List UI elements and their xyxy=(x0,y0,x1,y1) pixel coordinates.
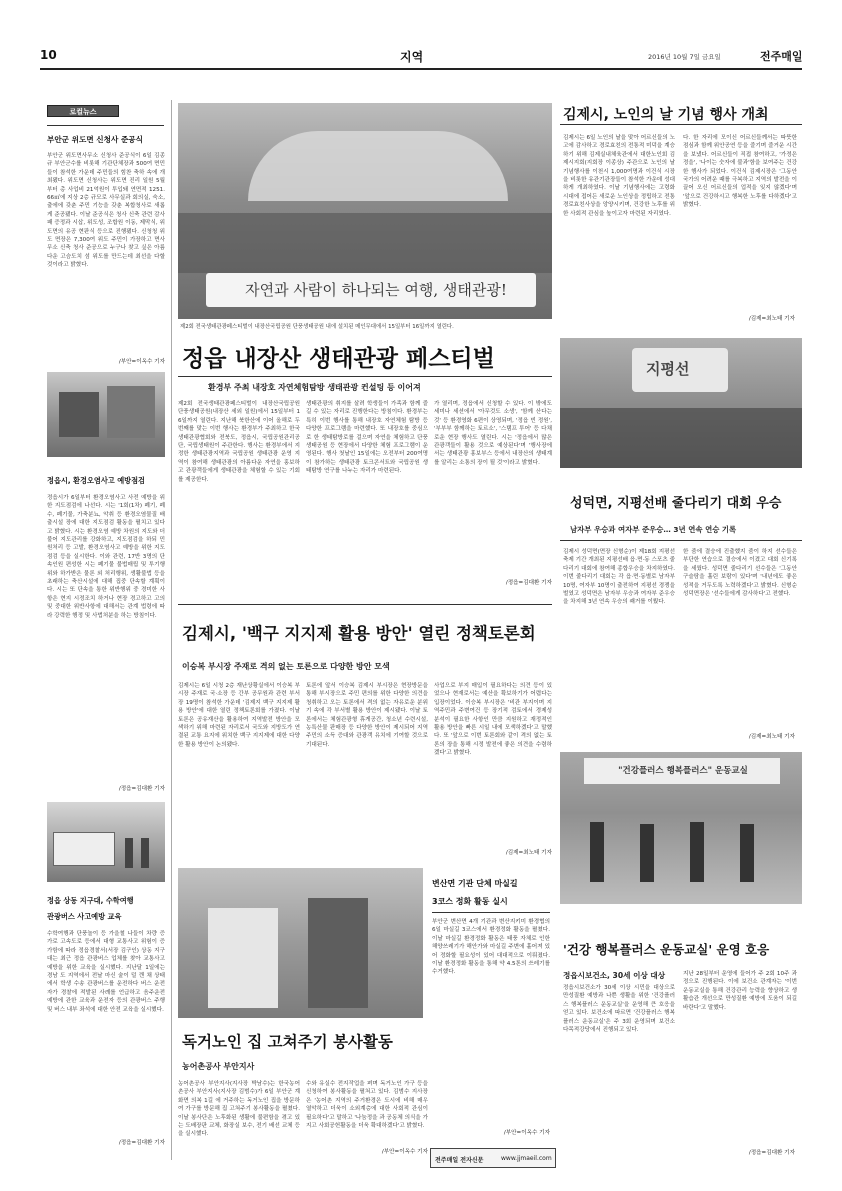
festival-body-col2: 생태관광의 취지를 살려 학생들이 가족과 함께 즐길 수 있는 자리로 진행한다는 방침이다. 환경부는 특히 이번 행사를 통해 내장호 자연체험 탐방 등 다양한 프로그램을 마련했다. 또 내장호를 중심으로 한 생태탐방로를 걸으며 자연을 체험하고 단풍생태공원 등 현장에서 다양한 체험 프로그램이 운영된다. 행사 첫날인 15일에는 오전부터 200여명이 참가하는 생태관광 토크콘서트와 국립공원 생태탐방 연구를 나누는 자리가 마련된다. xyxy=(306,401,428,475)
tug-of-war-body-col1: 김제시 성덕면(면장 신형순)이 제18회 지평선축제 기간 개최된 지평선배 읍·면·동 스포츠 줄다리기 대회에 참여해 종합우승을 차지하였다. 이번 줄다리기 대회는 각 읍·면·동별로 남자부 10명, 여자부 10명이 출전하여 지평선 경쟁을 벌였고 성덕면은 남자부 우승과 여자부 준우승을 차지해 3년 연속 우승의 쾌거를 이뤘다. xyxy=(563,549,675,606)
exercise-body-col2: 지난 28일부터 운영에 들어가 주 2회 10주 과정으로 진행된다. 이에 보건소 관계자는 '이번 운동교실을 통해 건강관리 능력을 향상하고 생활습관 개선으로 만성질환 예방에 도움이 되길 바란다'고 말했다. xyxy=(683,971,797,1011)
brand-name: 전주매일 xyxy=(760,50,803,63)
forum-subtitle: 이승복 부시장 주재로 격의 없는 토론으로 다양한 방안 모색 xyxy=(182,662,390,671)
festival-photo xyxy=(178,103,552,319)
repair-photo xyxy=(178,868,423,1018)
left-rule xyxy=(47,125,164,126)
byeonsan-rule xyxy=(432,912,550,913)
bus-safety-photo xyxy=(47,802,165,882)
tug-of-war-title: 성덕면, 지평선배 줄다리기 대회 우승 xyxy=(570,496,782,511)
tug-of-war-byline: /김제=최노태 기자 xyxy=(748,734,795,740)
bus-safety-title: 정읍 상동 지구대, 수학여행 xyxy=(47,896,134,905)
tug-of-war-subtitle: 남자부 우승과 여자부 준우승… 3년 연속 연승 기록 xyxy=(570,525,737,534)
festival-subtitle: 환경부 주최 내장호 자연체험탐방 생태관광 컨설팅 등 이어져 xyxy=(208,383,421,392)
wido-body: 부안군 위도면사무소 신청사 준공식이 6일 김종규 부안군수를 비롯해 기관단체장과 500여 면민들이 참석한 가운데 주민들의 힘찬 축하 속에 개최됐다. 위도면 신청사는 위도면 진리 일원 5월부터 총 사업비 21억원이 투입돼 연면적 1251.66㎡에 지상 2층 규모로 사무실과 회의실, 숙소, 출에에 갖춘 주민 기능을 갖춘 복합청사로 새롭게 준공됐다. 이날 준공식은 청사 신축 관련 감사패 증정과 시삽, 위도성, 조합원 이동, 제막식, 위도면의 유공 현판식 등으로 진행됐다. 신청청 위도 면장은 7,300여 위도 주민이 가장하고 면사무소 신축 청사 준공으로 누구나 찾고 싶은 아름다운 고슴도치 섬 위도를 만드는데 최선을 다할 것이라고 밝혔다. xyxy=(47,153,165,269)
e-paper-label: 전주매일 전자신문 xyxy=(435,1157,484,1164)
tug-photo-sign: 지평선 xyxy=(646,360,690,378)
festival-byline: /정읍=김대환 기자 xyxy=(505,580,552,586)
byeonsan-byline: /부안=이옥수 기자 xyxy=(503,1130,550,1136)
festival-photo-caption: 제2회 전국생태관광페스티벌이 내장산국립공원 단풍생태공원 내에 설치된 메인무대에서 15일부터 16일까지 열린다. xyxy=(180,324,454,330)
elder-day-byline: /김제=최노태 기자 xyxy=(748,316,795,322)
forum-title: 김제시, '백구 지지제 활용 방안' 열린 정책토론회 xyxy=(182,624,536,643)
elder-day-rule xyxy=(560,124,802,125)
exercise-body-col1: 정읍시보건소가 30세 이상 시민을 대상으로 만성질환 예방과 나쁜 생활을 위한 '건강플러스 행복플러스 운동교실'을 운영해 큰 호응을 얻고 있다. 보건소에 따르면 '건강플러스 행복플러스 운동교실'은 주 3회 운영되며 보건소 다목적강당에서 진행되고 있다. xyxy=(563,985,675,1034)
repair-subtitle: 농어촌공사 부안지사 xyxy=(182,1062,255,1071)
environment-inspection-photo xyxy=(47,372,165,457)
festival-body-col3: 가 열리며, 정읍에서 신청할 수 있다. 이 밖에도 세미나 세션에서 '아무것도 소생', '함께 산다는 것' 등 환경영화 6편이 상영되며, '정읍 빈 정원', '부부부 함께하는 토르소', '스탬프 투어' 등 다채로운 현장 행사도 열린다. 시는 '정읍에서 많은 관광객들이 활용 것으로 예상된다'며 '행사장에서는 생태관광 홍보부스 등에서 내장산의 생태계를 알리는 소통의 장이 될 것'이라고 밝혔다. xyxy=(434,401,552,466)
e-paper-banner[interactable] xyxy=(430,1148,556,1168)
byeonsan-body: 부안군 변산면 4개 기관과 변산지키미 환경협의 6일 마실길 3코스에서 환경정화 활동을 펼쳤다. 이날 마실길 환경정화 활동은 태풍 자체로 인한 해양쓰레기가 해안가와 마실길 주변에 흩어져 있어 정화할 필요성이 있어 대대적으로 이뤄졌다. 이날 환경정화 활동을 통해 약 4.5톤의 쓰레기를 수거했다. xyxy=(432,919,550,976)
byeonsan-title: 변산면 기관 단체 마실길 xyxy=(432,879,518,888)
repair-byline: /부안=이옥수 기자 xyxy=(381,1149,428,1155)
forum-top-rule xyxy=(178,604,552,605)
section-title: 지역 xyxy=(400,50,424,64)
wido-title: 부안군 위도면 신청사 준공식 xyxy=(47,135,143,144)
festival-banner-text: 자연과 사람이 하나되는 여행, 생태관광! xyxy=(245,281,507,299)
forum-body-col1: 김제시는 6일 시청 2층 재난상황실에서 이승복 부시장 주재로 국·소장 등 간부 공무원과 관련 부서장 19명이 참석한 가운데 '김제지 백구 지지제 활용 방안'에 대한 열린 정책토론회를 가졌다. 이날 토론은 공유재산을 활용하여 지역발전 방안을 모색하기 위해 마련된 자리로서 국도와 지방도가 연결된 교통 요지에 위치한 백구 지지제에 대한 다양한 활용 방안이 논의됐다. xyxy=(178,683,300,748)
forum-byline: /김제=최노태 기자 xyxy=(505,850,552,856)
elder-day-body-col1: 김제시는 6일 노인의 날을 맞아 어르신들의 노고에 감사하고 경로효친의 전통적 미덕을 계승하기 위해 김제실내체육관에서 대한노인회 김제시지회(지회장 이종상) 주관으로 노인의 날 기념행사를 이천시 1,000여명과 이건식 시장을 비롯한 유관기관장들이 참석한 가운데 성대하게 개최하였다. 이날 기념행사에는 고령화 시대에 접어든 새로운 노인상을 정립하고 전통 경로효친사상을 앙양시키며, 건강한 노후를 위한 사회적 관심을 높이고자 마련된 자리였다. xyxy=(563,135,675,217)
bus-safety-subtitle: 관광버스 사고예방 교육 xyxy=(47,912,122,921)
bus-safety-byline: /정읍=김대환 기자 xyxy=(118,1140,165,1146)
exercise-title: '건강 행복플러스 운동교실' 운영 호응 xyxy=(563,942,770,957)
elder-day-body-col2: 다. 한 자리에 모이신 어르신들께서는 따뜻한 점심과 함께 위안공연 등을 즐기며 즐거운 시간을 보냈다. 어르신들이 직접 참여하고, '가정은 정을', '나이는 숫자에 불과'함을 보여주는 건강한 행사가 되었다. 이건식 김제시장은 '그동안 국가의 어려운 때를 극복하고 지역의 발전을 이끌어 오신 어르신들의 업적을 잊지 않겠다'며 '앞으로 건강하시고 행복한 노후를 다하겠다'고 밝혔다. xyxy=(683,135,797,209)
repair-body-col1: 농어촌공사 부안지사(지사장 박남수)는 한국농어촌공사 부안지사(지사장 김범수)가 6일 부안군 계화면 의복 1길 에 거주하는 독거노인 집을 방문하여 가구를 방문해 집 고쳐주기 봉사활동을 펼쳤다. 이날 봉사단은 노후화된 생활에 불편함을 겪고 있는 도배장판 교체, 화장실 보수, 전기 배선 교체 등을 실시했다. xyxy=(178,1081,300,1138)
bus-safety-body: 수학여행과 단풍놀이 등 가을철 나들이 차량 증가로 고속도로 등에서 대형 교통사고 위험이 증가함에 따라 정읍경찰서(서장 김구인) 상동 지구대는 최근 정읍 관광버스 업체를 찾아 교통사고 예방을 위한 교육을 실시했다. 지난달 1일에는 경남 도 지역에서 전날 마신 술이 덜 깬 채 상태에서 학생 수송 관광버스를 운전하다 버스 운전자가 경찰에 적발된 사례를 언급하고 음주운전 예방에 관한 교육과 운전자 등의 관광버스 주행 및 버스 내부 좌석에 대한 안전 교육을 실시했다. xyxy=(47,931,165,1013)
byeonsan-subtitle: 3코스 정화 활동 실시 xyxy=(432,897,508,906)
repair-title: 독거노인 집 고쳐주기 봉사활동 xyxy=(182,1033,393,1051)
wido-byline: /부안=이옥수 기자 xyxy=(118,359,165,365)
page-number: 10 xyxy=(40,48,57,62)
festival-body-col1: 제2회 전국생태관광페스티벌이 내장산국립공원 단풍생태공원(내장산 세외 일원)에서 15일부터 16일까지 열린다. 지난해 북한산에 이어 올해로 두 번째를 맞는 이번 행사는 환경부가 주최하고 한국생태관광협회와 전북도, 정읍시, 국립공원관리공단, 국립생태원이 주관한다. 행사는 환경부에서 지정한 생태관광지역과 국립공원 생태관광 운영 지역이 참여해 생태관광의 아름다운 자연을 홍보하고 관광객들에게 생태관광을 체험할 수 있는 기회를 제공한다. xyxy=(178,401,300,483)
jeongeup-env-body: 정읍시가 6일부터 환경오염사고 사전 예방을 위한 지도점검에 나선다. 시는 '1회(1차) 폐기, 폐수, 폐기물, 가축분뇨, 악취 등 환경오염물질 배출시설 장에 대한 지도점검 활동을 펼치고 있다고 밝혔다. 시는 환경오염 예방 차원의 지도와 더불어 지도관리를 강화하고, 지도점검을 하되 민원처리 등 고발, 환경오염사고 예방을 위한 지도점검 등을 실시한다. 이와 관련, 17반 3명의 단속인원 편성한 시는 폐기물 불법매립 및 투기행위와 하가받은 물론 외 처리행위, 생활불법 등을 초래하는 축산시설에 대해 집중 단속할 계획이다. 시는 또 단속을 통한 위반행위 중 경미한 사항은 현지 시정조치 하거나 현장 경고하고 고의 및 중대한 위반사항에 대해서는 관계 법령에 따라 강력한 행정 및 사법처분을 하는 방침이다. xyxy=(47,495,165,619)
jeongeup-env-byline: /정읍=김대환 기자 xyxy=(118,786,165,792)
column-divider xyxy=(171,100,172,1160)
festival-title: 정읍 내장산 생태관광 페스티벌 xyxy=(182,346,495,372)
header-rule xyxy=(40,68,802,70)
exercise-photo-banner: "건강플러스 행복플러스" 운동교실 xyxy=(618,766,748,776)
elder-day-title: 김제시, 노인의 날 기념 행사 개최 xyxy=(563,107,769,123)
jeongeup-env-title: 정읍시, 환경오염사고 예방점검 xyxy=(47,476,145,485)
local-news-badge: 로컬뉴스 xyxy=(47,105,119,117)
exercise-subtitle: 정읍시보건소, 30세 이상 대상 xyxy=(563,971,666,980)
exercise-class-photo xyxy=(560,752,802,904)
repair-body-col2: 수와 유실수 전지작업을 펴며 독거노인 가구 등을 신청하여 봉사활동을 펼쳐고 있다. 김범수 지사장은 '농어촌 지역의 주거환경은 도시에 비해 매우 열악하고 더욱이 소외계층에 대한 사회적 관심이 필요하다'고 말하고 '나눔정을 과 공동체 의식을 가지고 사회공헌활동을 더욱 확대하겠다'고 밝혔다. xyxy=(306,1081,428,1130)
forum-body-col3: 사업으로 부지 매입이 필요하다는 의견 등이 있었으나 현재로서는 예산을 확보하기가 어렵다는 입장이었다. 이승복 부시장은 '비관 부지이며 지역주민과 주변여건 등 장기적 검토에서 경제성 분석이 필요한 사항인 만큼 지원하고 재정적인 활용 방안을 빠른 시일 내에 모색하겠다'고 말했다. 또 '앞으로 이번 토론회와 같이 격의 없는 토론의 장을 통해 시정 발전에 좋은 의견을 수렴하겠다'고 밝혔다. xyxy=(434,683,552,757)
exercise-byline: /정읍=김대환 기자 xyxy=(748,1150,795,1156)
tug-of-war-rule xyxy=(560,540,802,541)
tug-of-war-body-col2: 한 줌에 결승에 진출했지 줌이 하지 선수들은 부단한 연습으로 결승에서 이겼고 대회 신기록을 세웠다. 성덕면 줄다리기 선수들은 '그동안 구슬땀을 흘린 보람이 있다'며 '내년에도 좋은 성적을 거두도록 노력하겠다'고 밝혔다. 신형순 성덕면장은 '선수들에게 감사하다'고 전했다. xyxy=(683,549,797,598)
issue-date: 2016년 10월 7일 금요일 xyxy=(648,53,721,61)
tug-of-war-photo xyxy=(560,338,802,468)
forum-body-col2: 토론에 앞서 이승복 김제시 부시장은 현장방문을 통해 부시장으로 주민 편의를 위한 다양한 의견을 청취하고 오는 토론에서 격의 없는 자유로운 분위기 속에 각 부서별 활용 방안이 제시됐다. 이날 토론에서는 체험관광형 휴게공간, 청소년 수련시설, 농특산물 판매장 등 다양한 방안이 제시되어 지역 주민의 소득 증대와 관광객 유치에 기여할 것으로 기대된다. xyxy=(306,683,428,748)
festival-rule xyxy=(178,376,552,377)
e-paper-url[interactable]: www.jjmaeil.com xyxy=(501,1155,552,1162)
